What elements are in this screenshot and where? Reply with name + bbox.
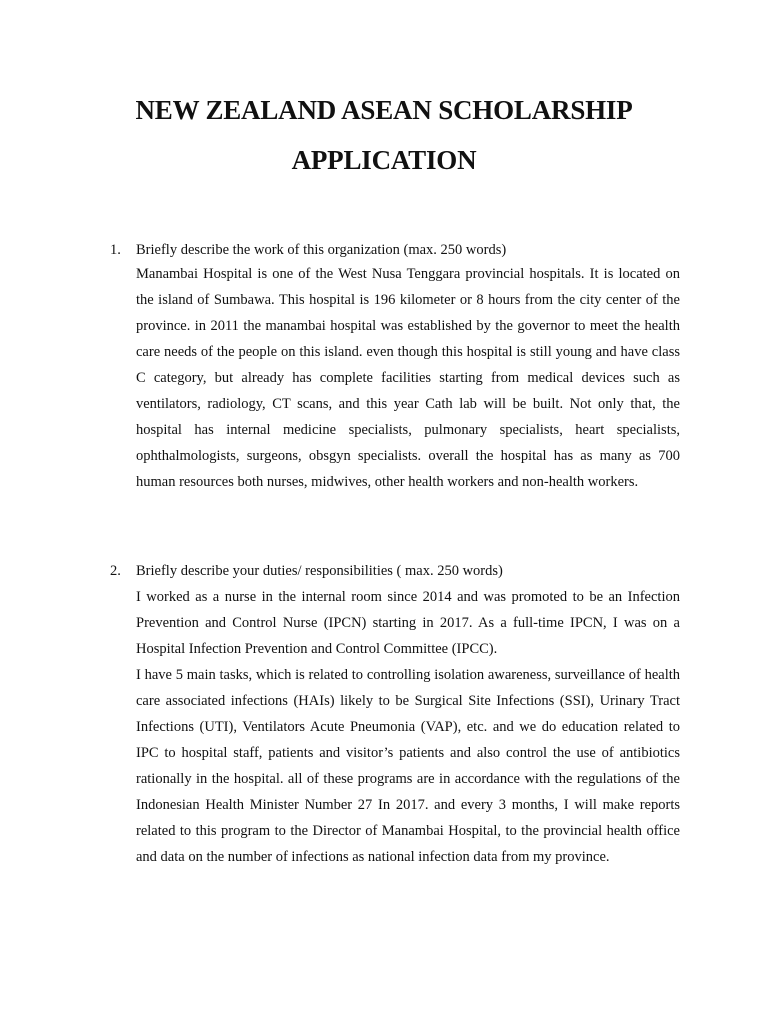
question-2-answer [136, 584, 680, 870]
question-1-prompt: Briefly describe the work of this organization (max. 250 words) [136, 242, 507, 258]
question-2-answer-paragraph-2: I have 5 main tasks, which is related to controlling isolation awareness, surveillance of health care associated infections (HAIs) likely to be Surgical Site Infections (SSI), Urinary Tract Infections (UTI), Ventilators Acute Pneumonia (VAP), etc. and we do education related to IPC to hospital staff, patients and visitor’s patients and also control the use of antibiotics rationally in the hospital. all of these programs are in accordance with the regulations of the Indonesian Health Minister Number 27 In 2017. and every 3 months, I will make reports related to this program to the Director of Manambai Hospital, to the provincial health office and data on the number of infections as national infection data from my province. [136, 667, 680, 865]
document-title-line-1: NEW ZEALAND ASEAN SCHOLARSHIP [135, 95, 633, 125]
question-2-prompt: Briefly describe your duties/ responsibilities ( max. 250 words) [136, 563, 503, 579]
question-2-answer-paragraph-1: I worked as a nurse in the internal room since 2014 and was promoted to be an Infection Prevention and Control Nurse (IPCN) starting in 2017. As a full-time IPCN, I was on a Hospital Infection Prevention and Control Committee (IPCC). [136, 589, 680, 657]
question-2-number: 2. [110, 563, 121, 579]
question-1-answer [136, 261, 680, 495]
question-1-answer-paragraph: Manambai Hospital is one of the West Nusa Tenggara provincial hospitals. It is located on the island of Sumbawa. This hospital is 196 kilometer or 8 hours from the city center of the province. in 2011 the manambai hospital was established by the governor to meet the health care needs of the people on this island. even though this hospital is still young and have class C category, but already has complete facilities starting from medical devices such as ventilators, radiology, CT scans, and this year Cath lab will be built. Not only that, the hospital has internal medicine specialists, pulmonary specialists, heart specialists, ophthalmologists, surgeons, obsgyn specialists. overall the hospital has as many as 700 human resources both nurses, midwives, other health workers and non-health workers. [136, 266, 680, 490]
document-title-line-2: APPLICATION [291, 145, 477, 175]
question-1-number: 1. [110, 242, 121, 258]
